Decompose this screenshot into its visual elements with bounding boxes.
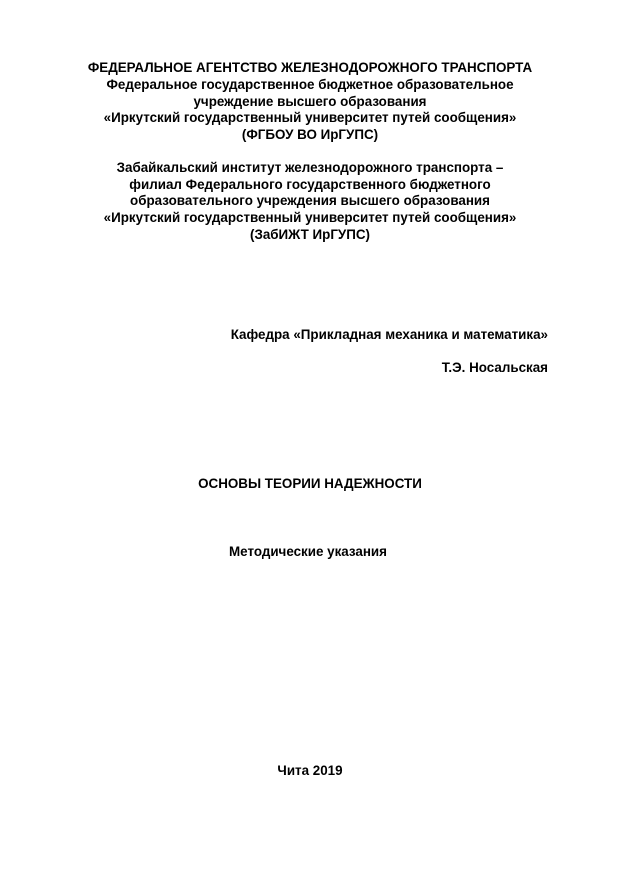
institution-line: «Иркутский государственный университет путей сообщения» <box>103 110 517 125</box>
document-title: ОСНОВЫ ТЕОРИИ НАДЕЖНОСТИ <box>198 476 422 491</box>
department-name: Кафедра «Прикладная механика и математика» <box>230 327 548 342</box>
branch-line: Забайкальский институт железнодорожного транспорта – <box>116 160 504 175</box>
branch-line: «Иркутский государственный университет путей сообщения» <box>103 210 517 225</box>
document-subtitle: Методические указания <box>229 544 387 559</box>
agency-name: ФЕДЕРАЛЬНОЕ АГЕНТСТВО ЖЕЛЕЗНОДОРОЖНОГО ТРАНСПОРТА <box>87 60 533 75</box>
city-year: Чита 2019 <box>277 763 343 778</box>
author-name: Т.Э. Носальская <box>441 360 548 375</box>
institution-line: учреждение высшего образования <box>193 94 427 109</box>
branch-line: филиал Федерального государственного бюджетного <box>129 177 491 192</box>
institution-abbreviation: (ФГБОУ ВО ИрГУПС) <box>241 127 379 142</box>
branch-line: образовательного учреждения высшего образования <box>130 193 490 208</box>
branch-abbreviation: (ЗабИЖТ ИрГУПС) <box>249 227 370 242</box>
institution-line: Федеральное государственное бюджетное образовательное <box>106 77 514 92</box>
